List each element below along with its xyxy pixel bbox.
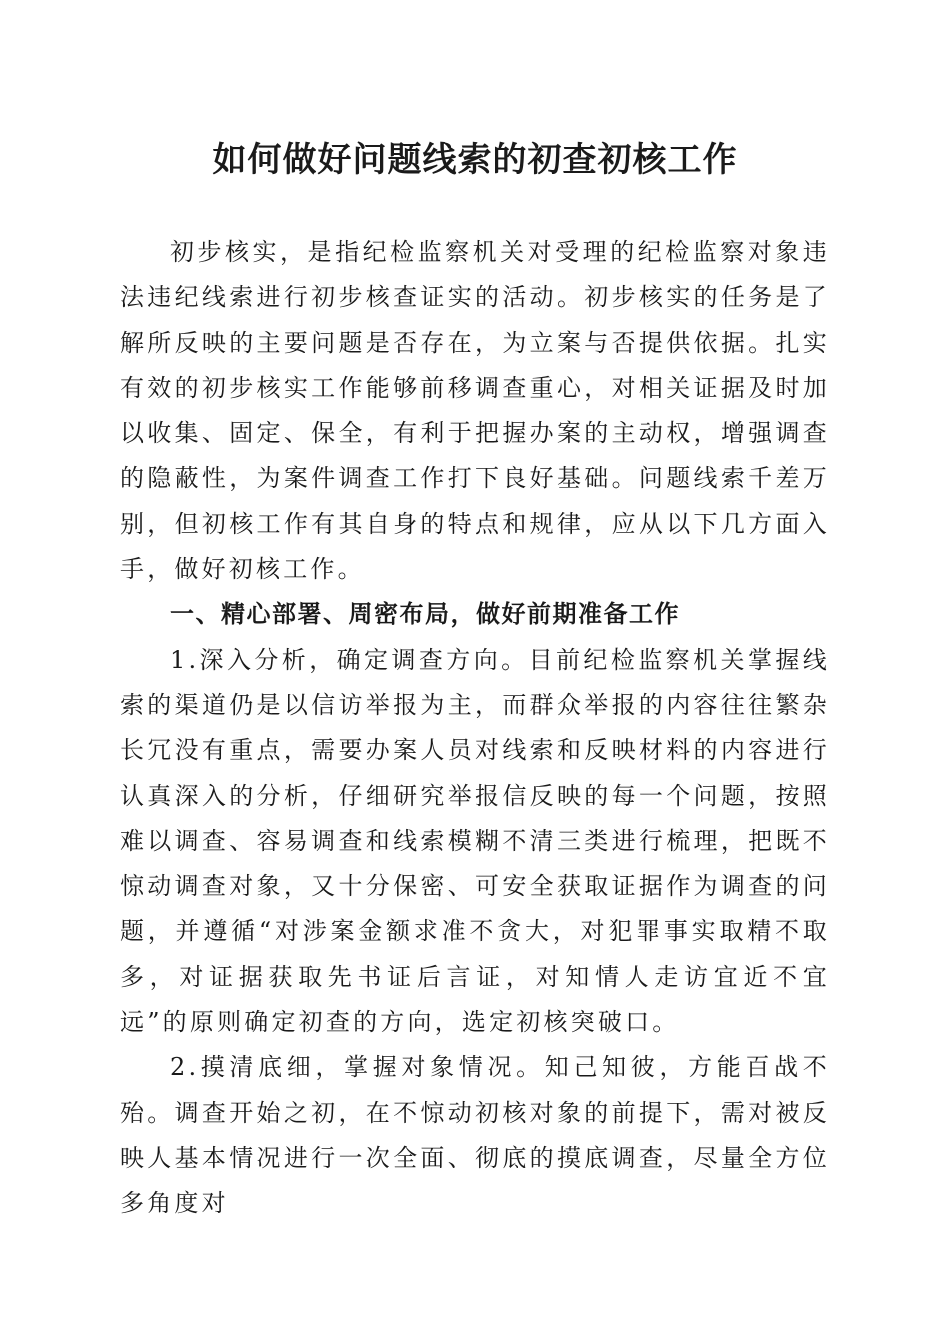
document-body [120, 230, 830, 1227]
intro-paragraph: 初步核实，是指纪检监察机关对受理的纪检监察对象违法违纪线索进行初步核查证实的活动。初步核实的任务是了解所反映的主要问题是否存在，为立案与否提供依据。扎实有效的初步核实工作能够前移调查重心，对相关证据及时加以收集、固定、保全，有利于把握办案的主动权，增强调查的隐蔽性，为案件调查工作打下良好基础。问题线索千差万别，但初核工作有其自身的特点和规律，应从以下几方面入手，做好初核工作。 [120, 238, 830, 584]
item-paragraph-2: 2.摸清底细，掌握对象情况。知己知彼，方能百战不殆。调查开始之初，在不惊动初核对象的前提下，需对被反映人基本情况进行一次全面、彻底的摸底调查，尽量全方位多角度对 [120, 1053, 830, 1218]
section-heading-1: 一、精心部署、周密布局，做好前期准备工作 [170, 600, 680, 629]
item-paragraph-1: 1.深入分析，确定调查方向。目前纪检监察机关掌握线索的渠道仍是以信访举报为主，而群众举报的内容往往繁杂长冗没有重点，需要办案人员对线索和反映材料的内容进行认真深入的分析，仔细研究举报信反映的每一个问题，按照难以调查、容易调查和线索模糊不清三类进行梳理，把既不惊动调查对象，又十分保密、可安全获取证据作为调查的问题，并遵循“对涉案金额求准不贪大，对犯罪事实取精不取多，对证据获取先书证后言证，对知情人走访宜近不宜远”的原则确定初查的方向，选定初核突破口。 [120, 645, 830, 1037]
document-title: 如何做好问题线索的初查初核工作 [212, 140, 738, 180]
